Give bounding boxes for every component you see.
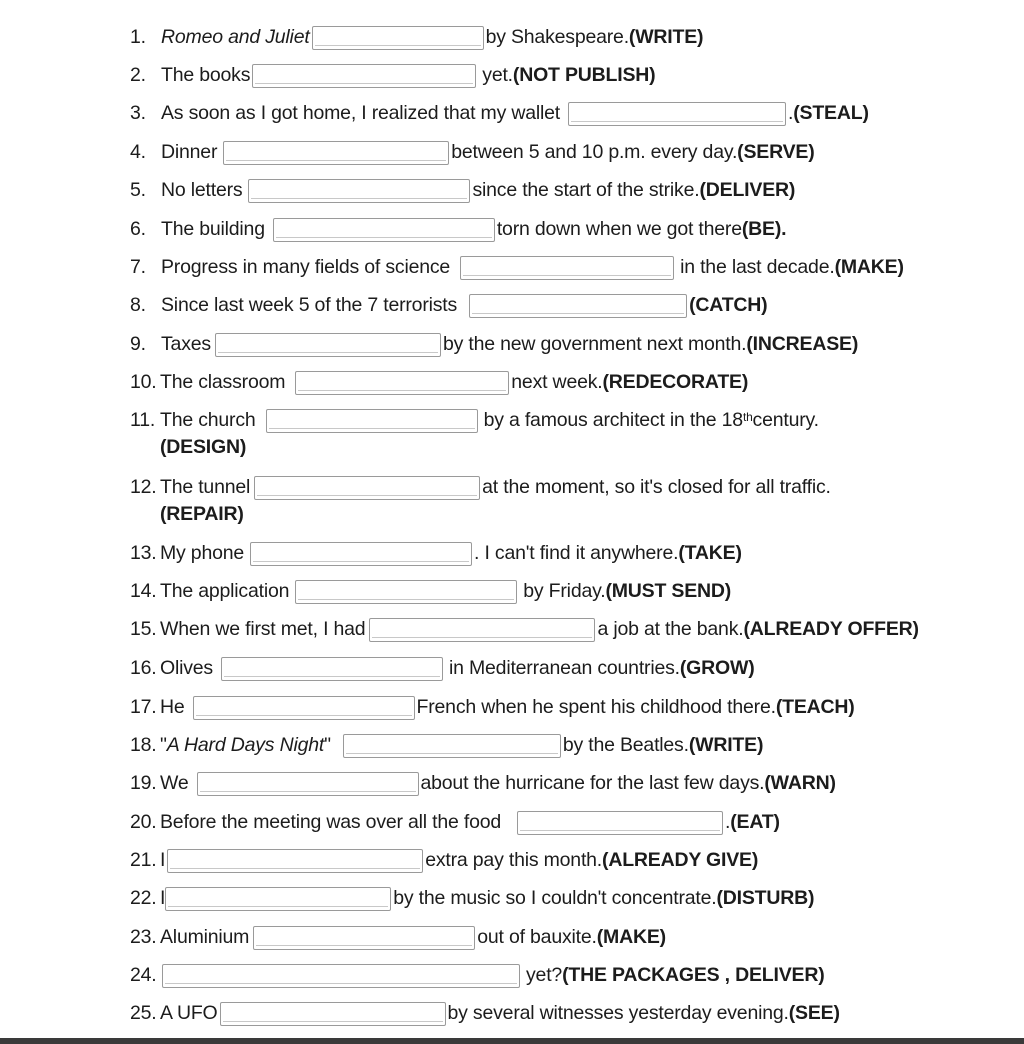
answer-blank-14[interactable] bbox=[295, 580, 517, 604]
item-text-before: Romeo and Juliet bbox=[161, 25, 310, 48]
exercise-item-2 bbox=[130, 60, 655, 90]
item-number: 10. bbox=[130, 370, 157, 393]
verb-hint: (MAKE) bbox=[834, 255, 904, 278]
item-text-before: As soon as I got home, I realized that my wallet bbox=[161, 101, 561, 124]
item-number: 2. bbox=[130, 63, 146, 86]
item-number: 13. bbox=[130, 541, 157, 564]
item-text-after: yet. bbox=[482, 63, 513, 86]
item-text-before: When we first met, I had bbox=[160, 617, 366, 640]
item-text-before: Aluminium bbox=[160, 925, 250, 948]
answer-blank-24[interactable] bbox=[162, 964, 520, 988]
verb-hint: (STEAL) bbox=[793, 101, 869, 124]
item-text-after: by Shakespeare. bbox=[485, 25, 629, 48]
item-text-before: I bbox=[160, 886, 166, 909]
answer-blank-16[interactable] bbox=[221, 657, 443, 681]
item-number: 24. bbox=[130, 963, 157, 986]
item-number: 14. bbox=[130, 579, 157, 602]
answer-blank-11[interactable] bbox=[266, 409, 478, 433]
item-text-after: out of bauxite. bbox=[477, 925, 597, 948]
verb-hint: (DESIGN) bbox=[160, 436, 247, 458]
answer-blank-6[interactable] bbox=[273, 218, 495, 242]
item-text-before: A Hard Days Night bbox=[166, 733, 325, 756]
item-number: 20. bbox=[130, 810, 157, 833]
item-text-after: by several witnesses yesterday evening. bbox=[447, 1001, 789, 1024]
item-number: 22. bbox=[130, 886, 157, 909]
exercise-item-14 bbox=[130, 576, 731, 606]
answer-blank-8[interactable] bbox=[469, 294, 687, 318]
exercise-item-10 bbox=[130, 367, 748, 397]
item-number: 8. bbox=[130, 293, 146, 316]
item-text-after: extra pay this month. bbox=[425, 848, 603, 871]
exercise-item-8 bbox=[130, 290, 767, 320]
verb-hint: (SEE) bbox=[788, 1001, 840, 1024]
item-text-after: yet? bbox=[526, 963, 563, 986]
exercise-item-18 bbox=[130, 730, 763, 760]
exercise-item-6 bbox=[130, 214, 786, 244]
verb-hint: (EAT) bbox=[730, 810, 780, 833]
answer-blank-12[interactable] bbox=[254, 476, 480, 500]
answer-blank-21[interactable] bbox=[167, 849, 423, 873]
item-text-before: Progress in many fields of science bbox=[161, 255, 451, 278]
item-number: 23. bbox=[130, 925, 157, 948]
item-text-after: by the music so I couldn't concentrate. bbox=[393, 886, 717, 909]
exercise-item-22 bbox=[130, 883, 814, 913]
item-text-after: about the hurricane for the last few days. bbox=[420, 771, 765, 794]
quote-mark: " bbox=[160, 733, 167, 756]
exercise-item-21 bbox=[130, 845, 758, 875]
superscript-th: th bbox=[742, 410, 753, 424]
verb-hint: (SERVE) bbox=[737, 140, 815, 163]
verb-hint: (CATCH) bbox=[689, 293, 768, 316]
item-number: 25. bbox=[130, 1001, 157, 1024]
exercise-item-9 bbox=[130, 329, 858, 359]
item-text-after: . bbox=[788, 101, 794, 124]
item-number: 11. bbox=[130, 408, 156, 431]
answer-blank-5[interactable] bbox=[248, 179, 470, 203]
answer-blank-4[interactable] bbox=[223, 141, 449, 165]
item-text-after: in the last decade. bbox=[680, 255, 835, 278]
exercise-item-19 bbox=[130, 768, 836, 798]
item-number: 21. bbox=[130, 848, 157, 871]
answer-blank-17[interactable] bbox=[193, 696, 415, 720]
verb-hint: (BE). bbox=[741, 217, 787, 240]
exercise-item-3 bbox=[130, 98, 869, 128]
item-number: 17. bbox=[130, 695, 157, 718]
item-number: 3. bbox=[130, 101, 146, 124]
item-number: 12. bbox=[130, 475, 157, 498]
answer-blank-10[interactable] bbox=[295, 371, 509, 395]
verb-hint: (INCREASE) bbox=[746, 332, 859, 355]
item-text-after: a job at the bank. bbox=[597, 617, 744, 640]
answer-blank-20[interactable] bbox=[517, 811, 723, 835]
item-text-before: He bbox=[160, 695, 185, 718]
item-text-after: by the new government next month. bbox=[442, 332, 747, 355]
item-text-after: in Mediterranean countries. bbox=[448, 656, 680, 679]
item-number: 6. bbox=[130, 217, 146, 240]
item-number: 18. bbox=[130, 733, 157, 756]
item-text-after: at the moment, so it's closed for all traffic. bbox=[482, 475, 831, 498]
answer-blank-19[interactable] bbox=[197, 772, 419, 796]
verb-hint: (THE PACKAGES , DELIVER) bbox=[562, 963, 825, 986]
item-number: 7. bbox=[130, 255, 146, 278]
exercise-item-20 bbox=[130, 807, 780, 837]
exercise-item-12 bbox=[130, 472, 831, 502]
item-text-after: torn down when we got there bbox=[496, 217, 742, 240]
exercise-item-17 bbox=[130, 692, 855, 722]
item-text-before: The application bbox=[160, 579, 290, 602]
exercise-item-7 bbox=[130, 252, 904, 282]
verb-hint: (REPAIR) bbox=[160, 503, 244, 525]
item-text-before: Olives bbox=[160, 656, 213, 679]
verb-hint: (DELIVER) bbox=[699, 178, 796, 201]
verb-hint: (ALREADY OFFER) bbox=[743, 617, 919, 640]
item-text-after: . I can't find it anywhere. bbox=[474, 541, 679, 564]
answer-blank-13[interactable] bbox=[250, 542, 472, 566]
item-text-before: The tunnel bbox=[160, 475, 251, 498]
item-text-before: No letters bbox=[161, 178, 243, 201]
item-text-after: between 5 and 10 p.m. every day. bbox=[451, 140, 738, 163]
verb-hint: (MUST SEND) bbox=[605, 579, 732, 602]
answer-blank-1[interactable] bbox=[312, 26, 484, 50]
exercise-item-16 bbox=[130, 653, 755, 683]
item-text-after-2: century. bbox=[752, 408, 819, 431]
exercise-item-25 bbox=[130, 998, 840, 1028]
verb-hint: (GROW) bbox=[679, 656, 755, 679]
item-text-after: . bbox=[725, 810, 731, 833]
item-text-after: by the Beatles. bbox=[562, 733, 689, 756]
item-number: 5. bbox=[130, 178, 146, 201]
exercise-item-15 bbox=[130, 614, 919, 644]
verb-hint: (TAKE) bbox=[678, 541, 742, 564]
verb-hint: (WRITE) bbox=[688, 733, 764, 756]
verb-hint: (DISTURB) bbox=[716, 886, 815, 909]
item-text-after: French when he spent his childhood there. bbox=[416, 695, 776, 718]
answer-blank-25[interactable] bbox=[220, 1002, 446, 1026]
answer-blank-3[interactable] bbox=[568, 102, 786, 126]
item-text-before: Dinner bbox=[161, 140, 218, 163]
exercise-item-13 bbox=[130, 538, 742, 568]
bottom-border bbox=[0, 1038, 1024, 1044]
item-text-before: I bbox=[160, 848, 166, 871]
item-text-before: Before the meeting was over all the food bbox=[160, 810, 502, 833]
item-number: 15. bbox=[130, 617, 157, 640]
verb-hint: (TEACH) bbox=[775, 695, 855, 718]
item-text-before: Since last week 5 of the 7 terrorists bbox=[161, 293, 458, 316]
item-text-before: Taxes bbox=[161, 332, 211, 355]
answer-blank-18[interactable] bbox=[343, 734, 561, 758]
item-text-before: The building bbox=[161, 217, 265, 240]
item-text-after: next week. bbox=[511, 370, 603, 393]
quote-mark: " bbox=[324, 733, 331, 756]
verb-hint: (REDECORATE) bbox=[602, 370, 749, 393]
exercise-item-4 bbox=[130, 137, 815, 167]
exercise-item-24 bbox=[130, 960, 825, 990]
verb-hint: (NOT PUBLISH) bbox=[512, 63, 656, 86]
verb-hint: (WRITE) bbox=[628, 25, 704, 48]
item-text-before: We bbox=[160, 771, 189, 794]
item-text-after: by a famous architect in the 18 bbox=[483, 408, 743, 431]
item-text-before: A UFO bbox=[160, 1001, 218, 1024]
answer-blank-22[interactable] bbox=[165, 887, 391, 911]
exercise-item-11 bbox=[130, 405, 819, 435]
exercise-item-1 bbox=[130, 22, 703, 52]
answer-blank-2[interactable] bbox=[252, 64, 476, 88]
item-text-before: The books bbox=[161, 63, 251, 86]
item-text-before: My phone bbox=[160, 541, 245, 564]
exercise-item-5 bbox=[130, 175, 795, 205]
item-number: 9. bbox=[130, 332, 146, 355]
item-number: 16. bbox=[130, 656, 157, 679]
item-number: 19. bbox=[130, 771, 157, 794]
verb-hint: (ALREADY GIVE) bbox=[602, 848, 759, 871]
answer-blank-7[interactable] bbox=[460, 256, 674, 280]
item-text-before: The church bbox=[160, 408, 256, 431]
answer-blank-9[interactable] bbox=[215, 333, 441, 357]
item-number: 4. bbox=[130, 140, 146, 163]
item-number: 1. bbox=[130, 25, 146, 48]
item-text-before: The classroom bbox=[160, 370, 286, 393]
verb-hint: (WARN) bbox=[764, 771, 836, 794]
exercise-item-23 bbox=[130, 922, 666, 952]
answer-blank-15[interactable] bbox=[369, 618, 595, 642]
item-text-after: by Friday. bbox=[523, 579, 606, 602]
answer-blank-23[interactable] bbox=[253, 926, 475, 950]
item-text-after: since the start of the strike. bbox=[472, 178, 700, 201]
verb-hint: (MAKE) bbox=[596, 925, 666, 948]
